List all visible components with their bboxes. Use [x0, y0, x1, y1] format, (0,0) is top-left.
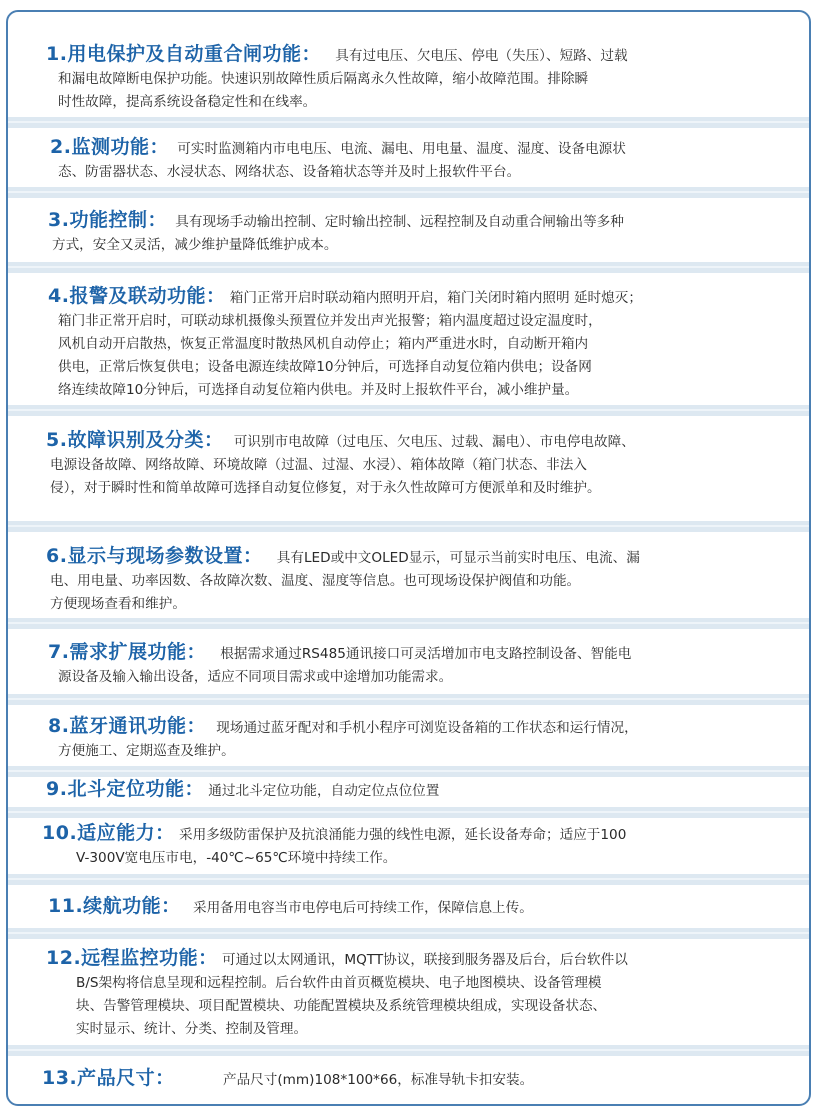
feature-text: 可实时监测箱内市电电压、电流、漏电、用电量、温度、湿度、设备电源状: [177, 141, 626, 157]
feature-item-10: [8, 819, 809, 870]
feature-text: 方便施工、定期巡查及维护。: [58, 743, 235, 759]
feature-text: 箱门正常开启时联动箱内照明开启，箱门关闭时箱内照明 延时熄灭；: [229, 290, 642, 306]
feature-text: 具有LED或中文OLED显示，可显示当前实时电压、电流、漏: [276, 550, 640, 566]
feature-item-11: [8, 892, 809, 920]
feature-item-8: [8, 712, 809, 763]
feature-item-9: [8, 775, 809, 803]
feature-text: 通过北斗定位功能，自动定位点位位置: [208, 783, 440, 799]
feature-text: 具有过电压、欠电压、停电（失压）、短路、过载: [335, 48, 628, 64]
feature-heading: 12.远程监控功能：: [46, 947, 218, 969]
feature-text: 方式，安全又灵活，减少维护量降低维护成本。: [52, 237, 338, 253]
feature-item-7: [8, 638, 809, 689]
separator-band: [8, 1045, 809, 1056]
feature-text: 采用多级防雷保护及抗浪涌能力强的线性电源，延长设备寿命；适应于100: [179, 827, 627, 843]
feature-item-12: [8, 944, 809, 1041]
feature-text: 侵），对于瞬时性和简单故障可选择自动复位修复，对于永久性故障可方便派单和及时维护。: [50, 480, 601, 496]
feature-text: 箱门非正常开启时，可联动球机摄像头预置位并发出声光报警；箱内温度超过设定温度时，: [58, 313, 602, 329]
feature-text: 供电，正常后恢复供电；设备电源连续故障10分钟后，可选择自动复位箱内供电；设备网: [58, 359, 592, 375]
feature-heading: 3.功能控制：: [48, 209, 167, 231]
feature-item-13: [8, 1064, 809, 1092]
feature-item-5: [8, 426, 809, 500]
feature-text: 采用备用电容当市电停电后可持续工作，保障信息上传。: [193, 900, 533, 916]
feature-text: V-300V宽电压市电，-40℃~65℃环境中持续工作。: [76, 850, 397, 866]
feature-heading: 10.适应能力：: [42, 822, 175, 844]
feature-heading: 1.用电保护及自动重合闸功能：: [46, 43, 321, 65]
feature-text: 具有现场手动输出控制、定时输出控制、远程控制及自动重合闸输出等多种: [175, 214, 624, 230]
feature-text: 现场通过蓝牙配对和手机小程序可浏览设备箱的工作状态和运行情况，: [216, 720, 638, 736]
feature-text: 时性故障，提高系统设备稳定性和在线率。: [58, 94, 317, 110]
separator-band: [8, 694, 809, 705]
feature-text: 实时显示、统计、分类、控制及管理。: [76, 1021, 308, 1037]
feature-text: 可识别市电故障（过电压、欠电压、过载、漏电）、市电停电故障、: [233, 434, 635, 450]
feature-heading: 4.报警及联动功能：: [48, 285, 226, 307]
separator-band: [8, 262, 809, 273]
feature-text: 根据需求通过RS485通讯接口可灵活增加市电支路控制设备、智能电: [220, 646, 632, 662]
feature-text: 方便现场查看和维护。: [50, 596, 186, 612]
feature-item-1: [8, 40, 809, 114]
feature-text: 电、用电量、功率因数、各故障次数、温度、湿度等信息。也可现场设保护阀值和功能。: [50, 573, 581, 589]
separator-band: [8, 618, 809, 629]
feature-panel: [6, 10, 811, 1106]
feature-text: 络连续故障10分钟后，可选择自动复位箱内供电。并及时上报软件平台，减小维护量。: [58, 382, 579, 398]
feature-text: 产品尺寸(mm)108*100*66，标准导轨卡扣安装。: [223, 1072, 534, 1088]
feature-heading: 13.产品尺寸：: [42, 1067, 175, 1089]
separator-band: [8, 521, 809, 532]
feature-heading: 7.需求扩展功能：: [48, 641, 206, 663]
feature-heading: 5.故障识别及分类：: [46, 429, 224, 451]
separator-band: [8, 117, 809, 128]
separator-band: [8, 874, 809, 885]
feature-heading: 9.北斗定位功能：: [46, 778, 204, 800]
feature-text: B/S架构将信息呈现和远程控制。后台软件由首页概览模块、电子地图模块、设备管理模: [76, 975, 602, 991]
feature-item-4: [8, 282, 809, 402]
feature-text: 可通过以太网通讯，MQTT协议，联接到服务器及后台，后台软件以: [222, 952, 628, 968]
separator-band: [8, 807, 809, 818]
feature-heading: 2.监测功能：: [50, 136, 169, 158]
feature-text: 源设备及输入输出设备，适应不同项目需求或中途增加功能需求。: [58, 669, 453, 685]
feature-item-2: [8, 133, 809, 184]
feature-heading: 11.续航功能：: [48, 895, 181, 917]
feature-text: 态、防雷器状态、水浸状态、网络状态、设备箱状态等并及时上报软件平台。: [58, 164, 521, 180]
separator-band: [8, 928, 809, 939]
feature-text: 电源设备故障、网络故障、环境故障（过温、过湿、水浸）、箱体故障（箱门状态、非法入: [50, 457, 587, 473]
separator-band: [8, 187, 809, 198]
feature-text: 块、告警管理模块、项目配置模块、功能配置模块及系统管理模块组成，实现设备状态、: [76, 998, 607, 1014]
feature-item-6: [8, 542, 809, 616]
separator-band: [8, 405, 809, 416]
feature-item-3: [8, 206, 809, 257]
feature-text: 和漏电故障断电保护功能。快速识别故障性质后隔离永久性故障，缩小故障范围。排除瞬: [58, 71, 589, 87]
feature-text: 风机自动开启散热，恢复正常温度时散热风机自动停止；箱内严重进水时，自动断开箱内: [58, 336, 589, 352]
feature-heading: 6.显示与现场参数设置：: [46, 545, 263, 567]
feature-heading: 8.蓝牙通讯功能：: [48, 715, 206, 737]
